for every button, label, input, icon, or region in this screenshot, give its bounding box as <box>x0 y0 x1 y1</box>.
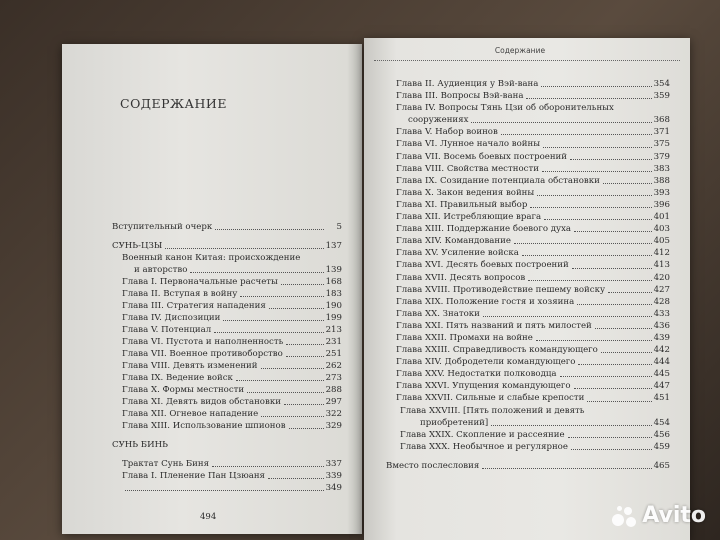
toc-entry-page: 447 <box>653 381 670 392</box>
toc-entry-title: Глава V. Потенциал <box>122 325 212 335</box>
toc-entry-title: Глава V. Набор воинов <box>396 127 498 138</box>
toc-entry-page: 396 <box>653 199 670 210</box>
toc-entry-title: Глава XXV. Недостатки полководца <box>396 369 557 380</box>
toc-entry-title: Глава IV. Вопросы Тянь Цзи об оборонительных <box>396 103 614 114</box>
dot-leader <box>587 401 651 402</box>
toc-entry <box>112 324 342 336</box>
dot-leader <box>491 425 651 426</box>
dot-leader <box>483 316 652 317</box>
toc-entry <box>386 235 670 247</box>
toc-entry-title: Глава XXVI. Упущения командующего <box>396 381 571 392</box>
dot-leader <box>522 255 652 256</box>
dot-leader <box>240 296 323 297</box>
toc-entry <box>386 380 670 392</box>
toc-entry-page: 183 <box>325 289 342 299</box>
toc-entry-page: 199 <box>325 313 342 323</box>
toc-entry <box>112 233 342 240</box>
toc-entry <box>112 312 342 324</box>
toc-entry <box>386 308 670 320</box>
toc-entry-title: Глава XXX. Необычное и регулярное <box>400 441 568 452</box>
toc-entry-page: 168 <box>325 277 342 287</box>
dot-leader <box>212 466 324 467</box>
dot-leader <box>578 364 651 365</box>
toc-entry-title: Глава XXVII. Сильные и слабые крепости <box>396 393 585 404</box>
toc-entry <box>386 247 670 259</box>
toc-entry-title: Глава XVI. Десять боевых построений <box>396 260 569 271</box>
toc-entry <box>112 360 342 372</box>
toc-entry-page: 444 <box>653 357 670 368</box>
dot-leader <box>223 320 323 321</box>
dot-leader <box>286 356 324 357</box>
toc-entry-page: 428 <box>653 296 670 307</box>
toc-entry-page: 433 <box>653 308 670 319</box>
toc-entry-title: Глава XI. Правильный выбор <box>396 199 528 210</box>
dot-leader <box>214 332 323 333</box>
toc-entry <box>386 332 670 344</box>
toc-entry-page: 439 <box>653 332 670 343</box>
toc-entry-title: Глава XIV. Командование <box>396 236 511 247</box>
toc-entry <box>386 211 670 223</box>
toc-entry-page: 251 <box>325 349 342 359</box>
dot-leader <box>281 284 324 285</box>
toc-entry-page: 388 <box>653 175 670 186</box>
toc-entry <box>386 163 670 175</box>
dot-leader <box>543 147 652 148</box>
toc-entry <box>112 384 342 396</box>
toc-entry-page: 393 <box>653 187 670 198</box>
right-page <box>364 38 690 540</box>
toc-entry <box>112 264 342 276</box>
toc-entry-page: 288 <box>325 385 342 395</box>
toc-entry <box>112 221 342 233</box>
toc-entry-page: 368 <box>653 115 670 126</box>
dot-leader <box>541 86 651 87</box>
toc-entry <box>386 284 670 296</box>
toc-entry <box>386 460 670 472</box>
toc-entry-page: 339 <box>325 471 342 481</box>
dot-leader <box>190 272 323 273</box>
toc-entry-title: и авторство <box>134 265 188 275</box>
left-page <box>62 44 362 534</box>
toc-entry <box>112 451 342 458</box>
dot-leader <box>247 392 323 393</box>
toc-entry <box>112 432 342 439</box>
toc-entry-title: Глава XVIII. Противодействие пешему войску <box>396 284 605 295</box>
toc-entry <box>112 300 342 312</box>
dot-leader <box>261 416 323 417</box>
toc-entry <box>112 336 342 348</box>
toc-entry-title: Глава X. Формы местности <box>122 385 245 395</box>
toc-entry <box>386 296 670 308</box>
toc-entry <box>386 453 670 460</box>
toc-entry-page: 459 <box>653 441 670 452</box>
toc-entry-title: Глава XV. Усиление войска <box>396 248 519 259</box>
dot-leader <box>542 171 652 172</box>
dot-leader <box>261 368 324 369</box>
toc-entry-title: Глава II. Вступая в войну <box>122 289 238 299</box>
toc-entry <box>112 420 342 432</box>
toc-entry <box>112 396 342 408</box>
dot-leader <box>568 437 652 438</box>
toc-entry <box>112 439 342 451</box>
toc-entry-page: 262 <box>325 361 342 371</box>
toc-entry-title: Глава XII. Огневое нападение <box>122 409 259 419</box>
toc-entry-title: Глава XI. Девять видов обстановки <box>122 397 281 407</box>
toc-entry-title: Глава I. Первоначальные расчеты <box>122 277 278 287</box>
toc-entry <box>386 368 670 380</box>
toc-entry-title: Глава I. Пленение Пан Цзюаня <box>122 471 265 481</box>
toc-entry <box>386 259 670 271</box>
toc-right <box>386 78 670 472</box>
dot-leader <box>560 376 652 377</box>
toc-entry-title: Глава VIII. Девять изменений <box>122 361 258 371</box>
dot-leader <box>165 248 323 249</box>
toc-entry-page: 403 <box>653 224 670 235</box>
toc-entry <box>112 276 342 288</box>
dot-leader <box>530 207 651 208</box>
dot-leader <box>574 388 652 389</box>
toc-entry-page: 359 <box>653 91 670 102</box>
page-title: СОДЕРЖАНИЕ <box>120 96 227 111</box>
toc-entry-page: 273 <box>325 373 342 383</box>
toc-entry <box>386 405 670 417</box>
dot-leader <box>572 268 652 269</box>
toc-entry-title: СУНЬ БИНЬ <box>112 440 168 450</box>
dot-leader <box>125 490 324 491</box>
toc-entry <box>112 470 342 482</box>
toc-entry <box>112 458 342 470</box>
toc-entry-title: Глава XXIX. Скопление и рассеяние <box>400 429 565 440</box>
toc-entry-title: Глава VII. Военное противоборство <box>122 349 283 359</box>
toc-entry-title: Глава IV. Диспозиции <box>122 313 221 323</box>
dot-leader <box>608 292 652 293</box>
toc-entry-page: 445 <box>653 369 670 380</box>
dot-leader <box>501 134 652 135</box>
toc-entry-page: 354 <box>653 79 670 89</box>
toc-entry-page: 383 <box>653 163 670 174</box>
toc-entry <box>386 392 670 404</box>
toc-entry <box>386 138 670 150</box>
toc-entry-title: Глава VI. Пустота и наполненность <box>122 337 284 347</box>
toc-entry <box>112 288 342 300</box>
dot-leader <box>286 344 323 345</box>
toc-entry-page: 322 <box>325 409 342 419</box>
dot-leader <box>577 304 651 305</box>
running-head: Содержание <box>494 46 546 55</box>
toc-entry <box>386 114 670 126</box>
toc-entry-page: 451 <box>653 393 670 404</box>
toc-entry-page: 413 <box>653 260 670 271</box>
toc-entry <box>386 126 670 138</box>
toc-entry-title: Глава XIII. Поддержание боевого духа <box>396 224 572 235</box>
page-number: 494 <box>200 512 217 522</box>
avito-dots-icon <box>612 505 638 527</box>
toc-entry-title: Глава IX. Созидание потенциала обстановки <box>396 175 600 186</box>
toc-entry-page: 337 <box>325 459 342 469</box>
toc-entry-page: 442 <box>653 345 670 356</box>
toc-entry <box>112 240 342 252</box>
toc-entry-title: Глава III. Вопросы Вэй-вана <box>396 91 524 102</box>
toc-entry <box>386 102 670 114</box>
dot-leader <box>514 243 652 244</box>
toc-entry-page: 190 <box>325 301 342 311</box>
toc-entry-page: 349 <box>325 483 342 493</box>
dot-leader <box>536 340 652 341</box>
toc-entry <box>386 356 670 368</box>
toc-entry-title: Глава XXI. Пять названий и пять милостей <box>396 320 592 331</box>
toc-entry-page: 213 <box>325 325 342 335</box>
toc-entry-title: Глава III. Стратегия нападения <box>122 301 266 311</box>
toc-entry-page: 427 <box>653 284 670 295</box>
avito-text: Avito <box>642 503 706 528</box>
toc-entry <box>386 78 670 90</box>
toc-entry-page: 231 <box>325 337 342 347</box>
toc-entry-page: 412 <box>653 248 670 259</box>
toc-entry-title: Глава XIV. Добродетели командующего <box>396 357 576 368</box>
toc-entry-title: Глава XII. Истребляющие врага <box>396 212 542 223</box>
toc-entry-page: 465 <box>653 460 670 471</box>
dot-leader <box>601 352 652 353</box>
toc-entry <box>386 429 670 441</box>
dot-leader <box>471 122 651 123</box>
toc-entry-title: Глава VI. Лунное начало войны <box>396 139 541 150</box>
toc-entry-title: приобретений] <box>420 417 489 428</box>
toc-entry-page: 139 <box>325 265 342 275</box>
toc-entry-page: 137 <box>325 241 342 251</box>
dot-leader <box>215 229 324 230</box>
toc-entry-title: Глава XIII. Использование шпионов <box>122 421 286 431</box>
toc-entry <box>386 441 670 453</box>
toc-entry-title: Трактат Сунь Биня <box>122 459 210 469</box>
toc-entry-title: Глава VII. Восемь боевых построений <box>396 151 568 162</box>
dot-leader <box>284 404 324 405</box>
toc-entry-title: Военный канон Китая: происхождение <box>122 253 301 263</box>
dot-leader <box>236 380 324 381</box>
dot-leader <box>526 98 651 99</box>
toc-entry <box>112 482 342 494</box>
dot-leader <box>537 195 651 196</box>
toc-entry-page: 329 <box>325 421 342 431</box>
toc-entry <box>386 90 670 102</box>
toc-entry-page: 456 <box>653 429 670 440</box>
toc-entry-title: Глава VIII. Свойства местности <box>396 163 539 174</box>
toc-entry-page: 375 <box>653 139 670 150</box>
toc-entry-page: 401 <box>653 212 670 223</box>
dot-leader <box>574 231 652 232</box>
dot-leader <box>544 219 651 220</box>
toc-entry-page: 379 <box>653 151 670 162</box>
toc-entry-title: Глава XVII. Десять вопросов <box>396 272 526 283</box>
toc-entry-title: Глава IX. Ведение войск <box>122 373 233 383</box>
dot-leader <box>289 428 324 429</box>
toc-entry-page: 436 <box>653 320 670 331</box>
dot-leader <box>528 280 651 281</box>
toc-entry-page: 454 <box>653 417 670 428</box>
toc-left <box>112 221 342 494</box>
toc-entry-title: сооружениях <box>408 115 469 126</box>
toc-entry-title: Глава XXIII. Справедливость командующего <box>396 345 598 356</box>
dot-leader <box>269 308 324 309</box>
toc-entry <box>112 408 342 420</box>
toc-entry-title: СУНЬ-ЦЗЫ <box>112 241 163 251</box>
toc-entry-title: Глава XXII. Промахи на войне <box>396 332 533 343</box>
toc-entry <box>386 199 670 211</box>
avito-watermark <box>612 503 706 528</box>
toc-entry-title: Глава XIX. Положение гостя и хозяина <box>396 296 575 307</box>
toc-entry-page: 5 <box>336 222 342 232</box>
toc-entry <box>112 372 342 384</box>
toc-entry-title: Вместо послесловия <box>386 460 480 471</box>
toc-entry <box>386 151 670 163</box>
toc-entry-title: Глава X. Закон ведения войны <box>396 187 535 198</box>
toc-entry <box>386 272 670 284</box>
toc-entry-title: Глава II. Аудиенция у Вэй-вана <box>396 79 539 89</box>
toc-entry <box>386 223 670 235</box>
toc-entry <box>112 252 342 264</box>
toc-entry <box>386 175 670 187</box>
dot-leader <box>603 183 652 184</box>
dot-leader <box>595 328 652 329</box>
dot-leader <box>482 468 651 469</box>
toc-entry-page: 371 <box>653 127 670 138</box>
toc-entry-page: 420 <box>653 272 670 283</box>
toc-entry-title: Вступительный очерк <box>112 222 213 232</box>
dot-leader <box>268 478 324 479</box>
toc-entry <box>386 344 670 356</box>
toc-entry-page: 297 <box>325 397 342 407</box>
toc-entry <box>112 348 342 360</box>
toc-entry <box>386 320 670 332</box>
toc-entry-title: Глава XX. Знатоки <box>396 308 480 319</box>
header-rule <box>374 60 680 61</box>
toc-entry-title: Глава XXVIII. [Пять положений и девять <box>400 405 585 416</box>
toc-entry <box>386 187 670 199</box>
dot-leader <box>571 449 652 450</box>
toc-entry-page: 405 <box>653 236 670 247</box>
dot-leader <box>570 159 652 160</box>
toc-entry <box>386 417 670 429</box>
